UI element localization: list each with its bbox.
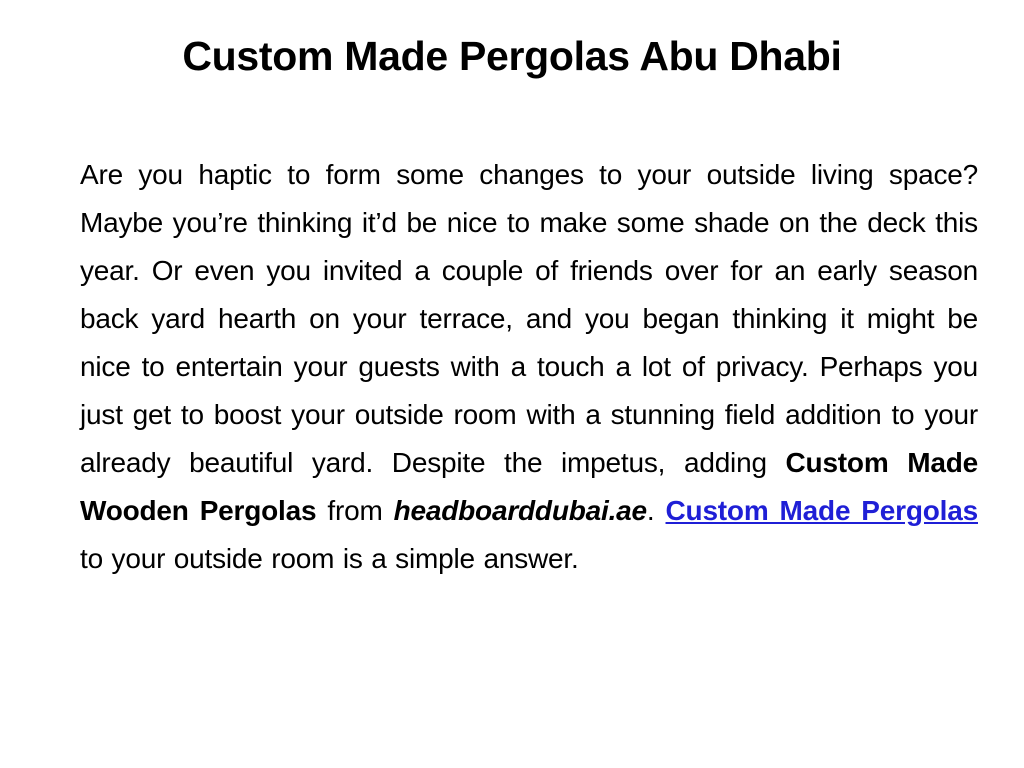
paragraph-closing-text: to your outside room is a simple answer. — [80, 543, 579, 574]
bold-phrase-wooden-pergolas: Custom Made Wooden Pergolas — [80, 447, 978, 526]
body-paragraph — [80, 151, 978, 583]
custom-made-pergolas-link[interactable]: Custom Made Pergolas — [665, 495, 978, 526]
slide-title: Custom Made Pergolas Abu Dhabi — [182, 33, 842, 79]
paragraph-intro-text: Are you haptic to form some changes to your outside living space? Maybe you’re thinking it’d be nice to make some shade on the deck this year. Or even you invited a couple of friends over for an early season back yard hearth on your terrace, and you began thinking it might be nice to entertain your guests with a touch a lot of privacy. Perhaps you just get to boost your outside room with a stunning field addition to your already beautiful yard. Despite the impetus, adding — [80, 159, 978, 478]
paragraph-period-text: . — [646, 495, 666, 526]
website-name-italic: headboarddubai.ae — [393, 495, 647, 526]
website-name — [394, 495, 647, 526]
paragraph-from-text: from — [316, 495, 394, 526]
